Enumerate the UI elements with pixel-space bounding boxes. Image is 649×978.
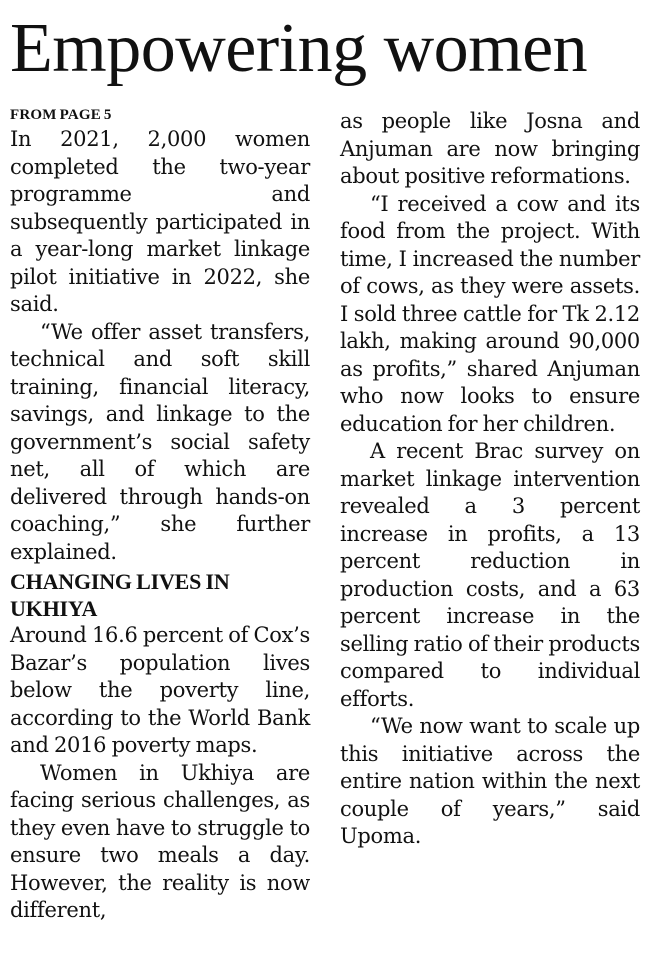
paragraph: “We offer asset transfers, technical and soft skill training, financial literacy, savings, and linkage to the government’s social safety net, all of which are delivered through hands-on coaching,” she further explained. bbox=[10, 319, 310, 564]
paragraph: Around 16.6 percent of Cox’s Bazar’s population lives below the poverty line, according to the World Bank and 2016 poverty maps. bbox=[10, 623, 310, 757]
headline: Empowering women bbox=[10, 10, 588, 87]
paragraph: “We now want to scale up this initiative across the entire nation within the next couple of years,” said Upoma. bbox=[340, 714, 640, 848]
paragraph: In 2021, 2,000 women completed the two-year programme and subsequently participated in a year-long market linkage pilot initiative in 2022, she said. bbox=[10, 127, 310, 316]
paragraph: Women in Ukhiya are facing serious challenges, as they even have to struggle to ensure two meals a day. However, the reality is now different, bbox=[10, 760, 310, 922]
paragraph: A recent Brac survey on market linkage intervention revealed a 3 percent increase in profits, a 13 percent reduction in production costs, and a 63 percent increase in the selling ratio of their products compared to individual efforts. bbox=[340, 439, 640, 711]
paragraph: as people like Josna and Anjuman are now bringing about positive reformations. bbox=[340, 109, 640, 188]
continuation-kicker: FROM PAGE 5 bbox=[10, 107, 112, 123]
right-column bbox=[340, 108, 640, 851]
newspaper-article bbox=[10, 0, 640, 978]
left-column bbox=[10, 104, 310, 925]
paragraph: “I received a cow and its food from the project. With time, I increased the number of cows, as they were assets. I sold three cattle for Tk 2.12 lakh, making around 90,000 as profits,” shared Anjuman who now looks to ensure education for her children. bbox=[340, 191, 640, 436]
section-subhead: CHANGING LIVES IN UKHIYA bbox=[10, 569, 230, 621]
